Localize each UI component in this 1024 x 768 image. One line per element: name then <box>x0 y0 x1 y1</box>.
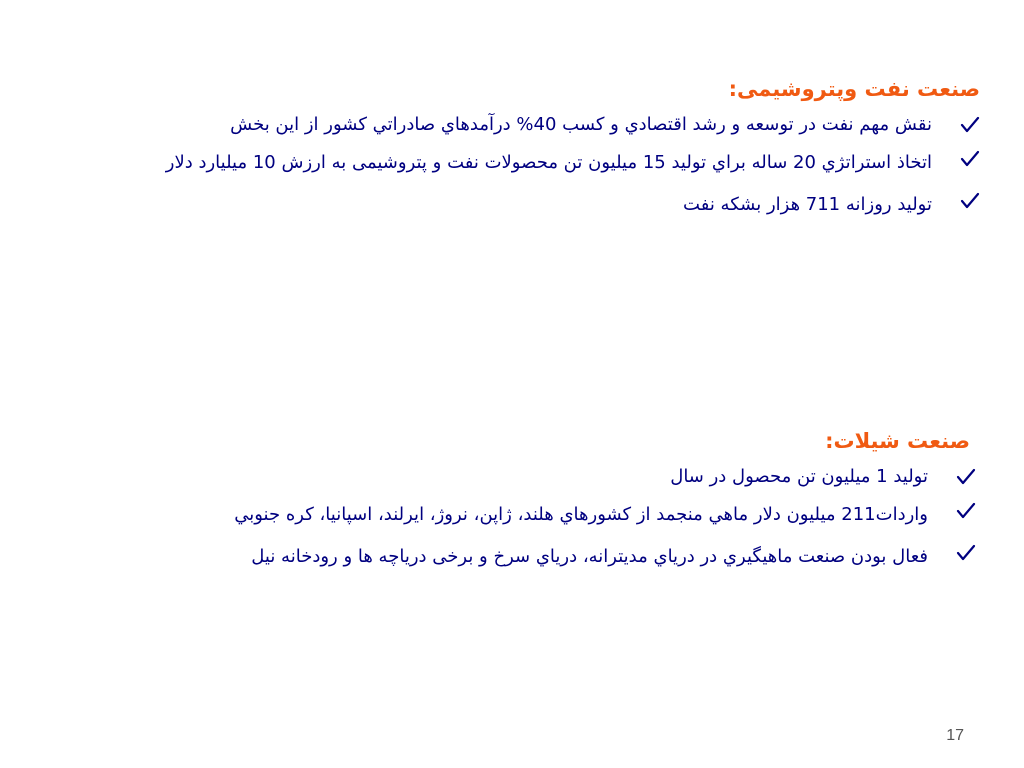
checkmark-icon <box>956 536 976 570</box>
checkmark-icon <box>960 142 980 176</box>
checkmark-icon <box>960 108 980 142</box>
list-item <box>40 184 980 226</box>
checkmark-icon <box>956 460 976 494</box>
page-number: 17 <box>946 727 964 744</box>
bullet-text: توليد روزانه 711 هزار بشکه نفت <box>683 194 932 215</box>
bullet-text: فعال بودن صنعت ماهيگيري در درياي مديترانه، درياي سرخ و برخی درياچه ها و رودخانه نيل <box>251 546 928 567</box>
bullet-list <box>40 460 980 578</box>
bullet-text: توليد 1 ميليون تن محصول در سال <box>670 466 928 487</box>
section-fisheries <box>40 422 980 578</box>
list-item <box>40 142 980 184</box>
bullet-list <box>40 108 980 226</box>
list-item <box>40 108 980 142</box>
checkmark-icon <box>956 494 976 528</box>
section-title: صنعت نفت وپتروشيمی: <box>728 77 980 101</box>
bullet-text: واردات211 ميليون دلار ماهي منجمد از کشورهاي هلند، ژاپن، نروژ، ايرلند، اسپانيا، کره جنوبي <box>234 504 928 525</box>
bullet-text: نقش مهم نفت در توسعه و رشد اقتصادي و کسب 40% درآمدهاي صادراتي کشور از اين بخش <box>230 114 932 135</box>
section-title: صنعت شيلات: <box>825 429 970 453</box>
list-item <box>40 536 980 578</box>
bullet-text: اتخاذ استراتژي 20 ساله براي توليد 15 ميليون تن محصولات نفت و پتروشيمی به ارزش 10 ميليارد دلار <box>165 152 932 173</box>
checkmark-icon <box>960 184 980 218</box>
section-oil-petrochemical <box>40 70 980 226</box>
list-item <box>40 460 980 494</box>
list-item <box>40 494 980 536</box>
